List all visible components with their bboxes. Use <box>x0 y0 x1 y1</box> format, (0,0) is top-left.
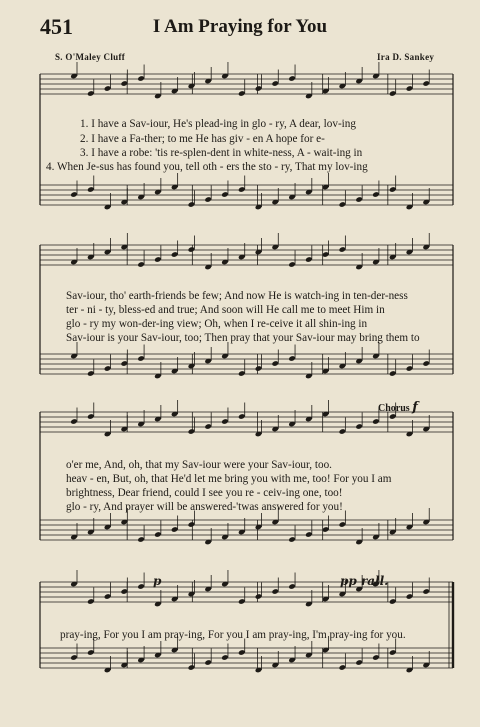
lyric-line: 3. I have a robe: 'tis re-splen-dent in white-ness, A - wait-ing in <box>80 147 363 159</box>
lyric-line: 2. I have a Fa-ther; to me He has giv - en A hope for e- <box>80 133 325 145</box>
composer-credit: Ira D. Sankey <box>377 52 435 62</box>
lyric-line: brightness, Dear friend, could I see you re - ceiv-ing one, too! <box>66 487 343 499</box>
lyric-line: Sav-iour is your Sav-iour, too; Then pray that your Sav-iour may bring them to <box>66 332 420 344</box>
lyric-line: pray-ing, For you I am pray-ing, For you I am pray-ing, I'm pray-ing for you. <box>60 629 406 641</box>
hymn-title: I Am Praying for You <box>152 16 328 37</box>
dynamic-mark: p <box>153 574 162 588</box>
hymn-number: 451 <box>40 14 73 39</box>
lyricist-credit: S. O'Maley Cluff <box>55 52 126 62</box>
lyric-line: ter - ni - ty, bless-ed and true; And soon will He call me to meet Him in <box>66 304 385 316</box>
dynamic-mark: pp rall. <box>340 574 389 588</box>
chorus-label <box>378 400 418 415</box>
lyric-line: glo - ry, And prayer will be answered-'twas answered for you! <box>66 501 343 513</box>
lyric-line: heav - en, But, oh, that He'd let me bring you with me, too! For you I am <box>66 473 392 485</box>
lyric-line: 1. I have a Sav-iour, He's plead-ing in glo - ry, A dear, lov-ing <box>80 118 356 130</box>
lyric-line: o'er me, And, oh, that my Sav-iour were your Sav-iour, too. <box>66 459 332 471</box>
chorus-dynamic: f <box>412 400 418 415</box>
lyric-line: glo - ry my won-der-ing view; Oh, when I re-ceive it all shin-ing in <box>66 318 368 330</box>
chorus-text: Chorus <box>378 403 410 414</box>
lyric-line: 4. When Je-sus has found you, tell oth - ers the sto - ry, That my lov-ing <box>46 161 368 173</box>
lyric-line: Sav-iour, tho' earth-friends be few; And now He is watch-ing in ten-der-ness <box>66 290 408 302</box>
